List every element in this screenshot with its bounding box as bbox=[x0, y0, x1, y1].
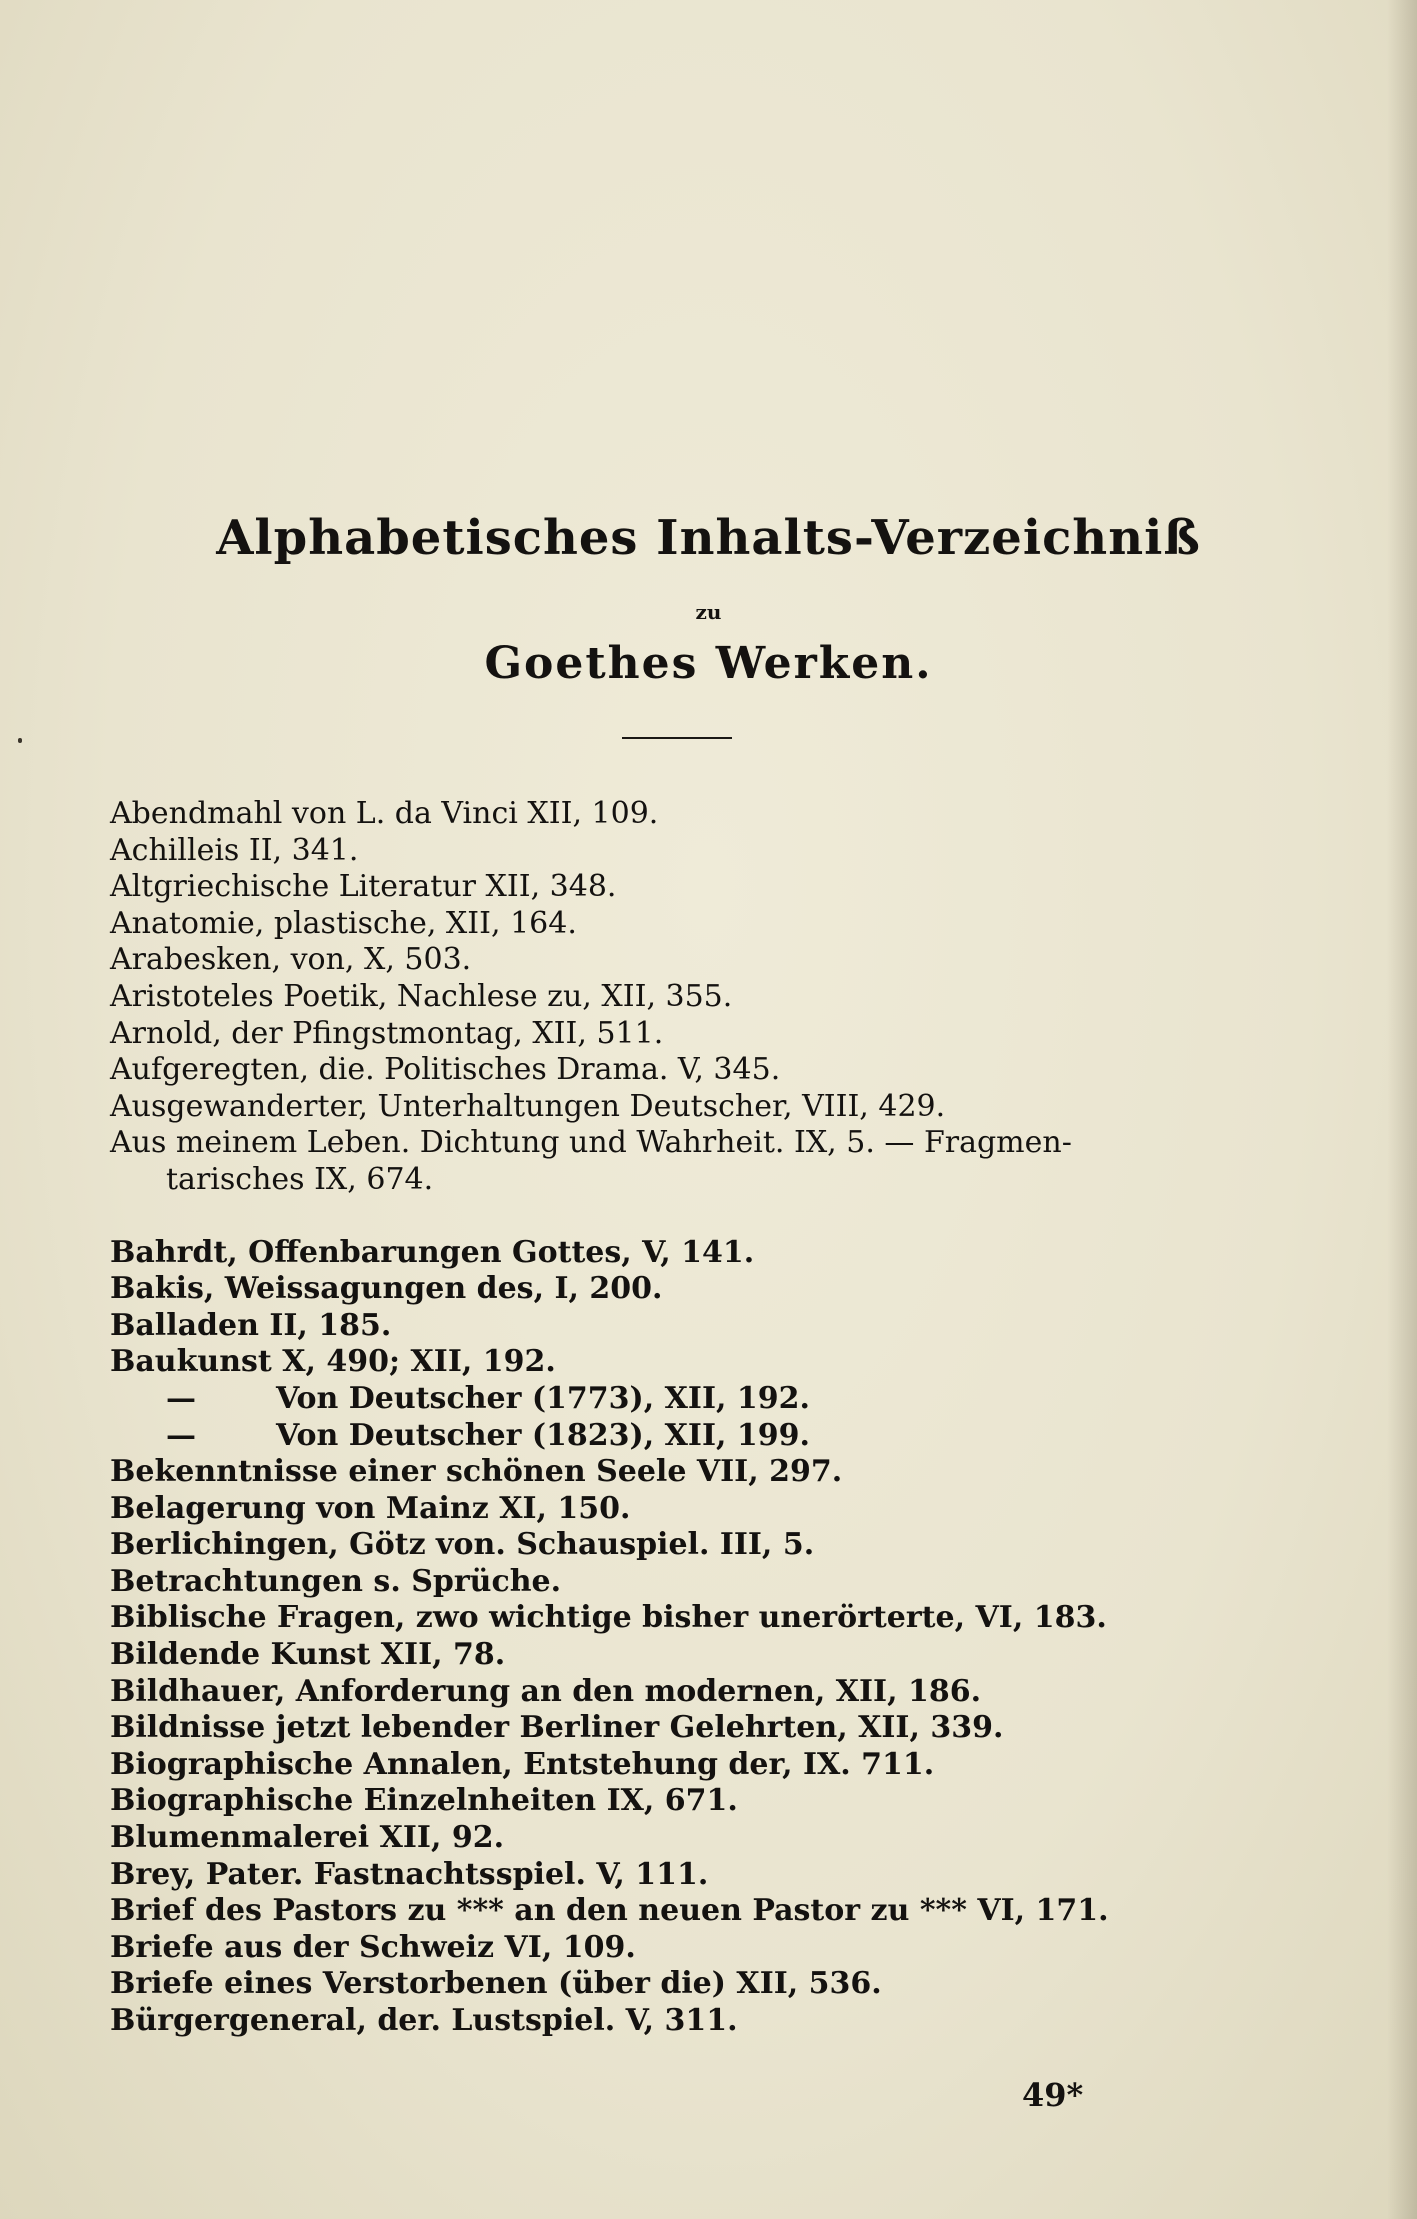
entry-text: Biblische Fragen, zwo wichtige bisher unerörterte, VI, 183. bbox=[110, 1600, 1107, 1636]
page-subtitle: Goethes Werken. bbox=[484, 638, 933, 689]
index-entry bbox=[110, 2003, 1260, 2040]
index-entry bbox=[110, 1527, 1260, 1564]
index-entry bbox=[110, 979, 1260, 1016]
entry-text: Briefe eines Verstorbenen (über die) XII, 536. bbox=[110, 1966, 882, 2002]
index-entry bbox=[110, 1857, 1260, 1894]
index-entry bbox=[110, 1966, 1260, 2003]
entry-text: Bakis, Weissagungen des, I, 200. bbox=[110, 1271, 663, 1307]
index-entry bbox=[110, 906, 1260, 943]
index-entry-list bbox=[110, 796, 1260, 2040]
subentry-dash: — bbox=[166, 1417, 196, 1453]
index-entry bbox=[110, 1125, 1260, 1162]
entry-text: Baukunst X, 490; XII, 192. bbox=[110, 1344, 556, 1380]
index-entry bbox=[110, 1783, 1260, 1820]
page-title: Alphabetisches Inhalts-Verzeichniß bbox=[216, 510, 1201, 566]
paper-speck bbox=[18, 738, 22, 743]
page-edge-shadow bbox=[1387, 0, 1417, 2219]
entry-text: Bekenntnisse einer schönen Seele VII, 297. bbox=[110, 1454, 843, 1490]
index-entry bbox=[110, 796, 1260, 833]
index-entry bbox=[110, 869, 1260, 906]
index-entry-continuation bbox=[110, 1162, 1260, 1199]
entry-text: Abendmahl von L. da Vinci XII, 109. bbox=[110, 796, 659, 831]
entry-text: Achilleis II, 341. bbox=[110, 832, 359, 868]
entry-text: Altgriechische Literatur XII, 348. bbox=[110, 869, 617, 905]
index-entry bbox=[110, 833, 1260, 870]
index-entry bbox=[110, 1308, 1260, 1345]
entry-text: Betrachtungen s. Sprüche. bbox=[110, 1563, 562, 1599]
index-subentry bbox=[110, 1418, 1260, 1455]
index-entry bbox=[110, 1674, 1260, 1711]
entry-text: Aristoteles Poetik, Nachlese zu, XII, 355. bbox=[110, 978, 733, 1014]
entry-text: Anatomie, plastische, XII, 164. bbox=[110, 905, 577, 941]
entry-text: Ausgewanderter, Unterhaltungen Deutscher, VIII, 429. bbox=[110, 1088, 946, 1124]
entry-text: Bildende Kunst XII, 78. bbox=[110, 1637, 506, 1673]
entry-text: Bildhauer, Anforderung an den modernen, XII, 186. bbox=[110, 1673, 982, 1709]
index-entry bbox=[110, 1344, 1260, 1381]
entry-text: Belagerung von Mainz XI, 150. bbox=[110, 1490, 631, 1526]
index-entry bbox=[110, 1016, 1260, 1053]
entry-text: Briefe aus der Schweiz VI, 109. bbox=[110, 1929, 636, 1965]
entry-text: Aufgeregten, die. Politisches Drama. V, 345. bbox=[110, 1052, 781, 1088]
entry-text: Biographische Einzelnheiten IX, 671. bbox=[110, 1783, 738, 1819]
index-entry bbox=[110, 1820, 1260, 1857]
index-entry bbox=[110, 1271, 1260, 1308]
index-entry bbox=[110, 942, 1260, 979]
index-entry bbox=[110, 1600, 1260, 1637]
entry-text: Von Deutscher (1823), XII, 199. bbox=[276, 1417, 810, 1453]
index-entry bbox=[110, 1637, 1260, 1674]
entry-text: Aus meinem Leben. Dichtung und Wahrheit. IX, 5. — Fragmen- bbox=[110, 1125, 1072, 1161]
title-divider-rule bbox=[622, 737, 732, 739]
entry-text: tarisches IX, 674. bbox=[166, 1161, 434, 1197]
entry-text: Berlichingen, Götz von. Schauspiel. III, 5. bbox=[110, 1527, 815, 1563]
index-entry bbox=[110, 1893, 1260, 1930]
index-entry bbox=[110, 1235, 1260, 1272]
entry-text: Von Deutscher (1773), XII, 192. bbox=[276, 1380, 810, 1416]
entry-text: Arnold, der Pfingstmontag, XII, 511. bbox=[110, 1015, 664, 1051]
entry-text: Bürgergeneral, der. Lustspiel. V, 311. bbox=[110, 2003, 738, 2038]
entry-text: Brief des Pastors zu *** an den neuen Pastor zu *** VI, 171. bbox=[110, 1893, 1109, 1929]
index-entry bbox=[110, 1710, 1260, 1747]
entry-text: Brey, Pater. Fastnachtsspiel. V, 111. bbox=[110, 1856, 709, 1892]
index-entry bbox=[110, 1454, 1260, 1491]
index-entry bbox=[110, 1930, 1260, 1967]
index-entry bbox=[110, 1052, 1260, 1089]
entry-text: Biographische Annalen, Entstehung der, IX. 711. bbox=[110, 1746, 935, 1782]
index-entry bbox=[110, 1089, 1260, 1126]
page-number: 49* bbox=[1022, 2076, 1084, 2114]
index-entry bbox=[110, 1491, 1260, 1528]
index-subentry bbox=[110, 1381, 1260, 1418]
entry-text: Blumenmalerei XII, 92. bbox=[110, 1820, 505, 1856]
subentry-dash: — bbox=[166, 1380, 196, 1416]
index-entry bbox=[110, 1747, 1260, 1784]
entry-text: Bahrdt, Offenbarungen Gottes, V, 141. bbox=[110, 1234, 755, 1270]
entry-text: Arabesken, von, X, 503. bbox=[110, 942, 472, 978]
entry-text: Bildnisse jetzt lebender Berliner Gelehrten, XII, 339. bbox=[110, 1710, 1004, 1746]
entry-text: Balladen II, 185. bbox=[110, 1307, 392, 1343]
title-connector: zu bbox=[695, 600, 722, 624]
index-entry bbox=[110, 1564, 1260, 1601]
